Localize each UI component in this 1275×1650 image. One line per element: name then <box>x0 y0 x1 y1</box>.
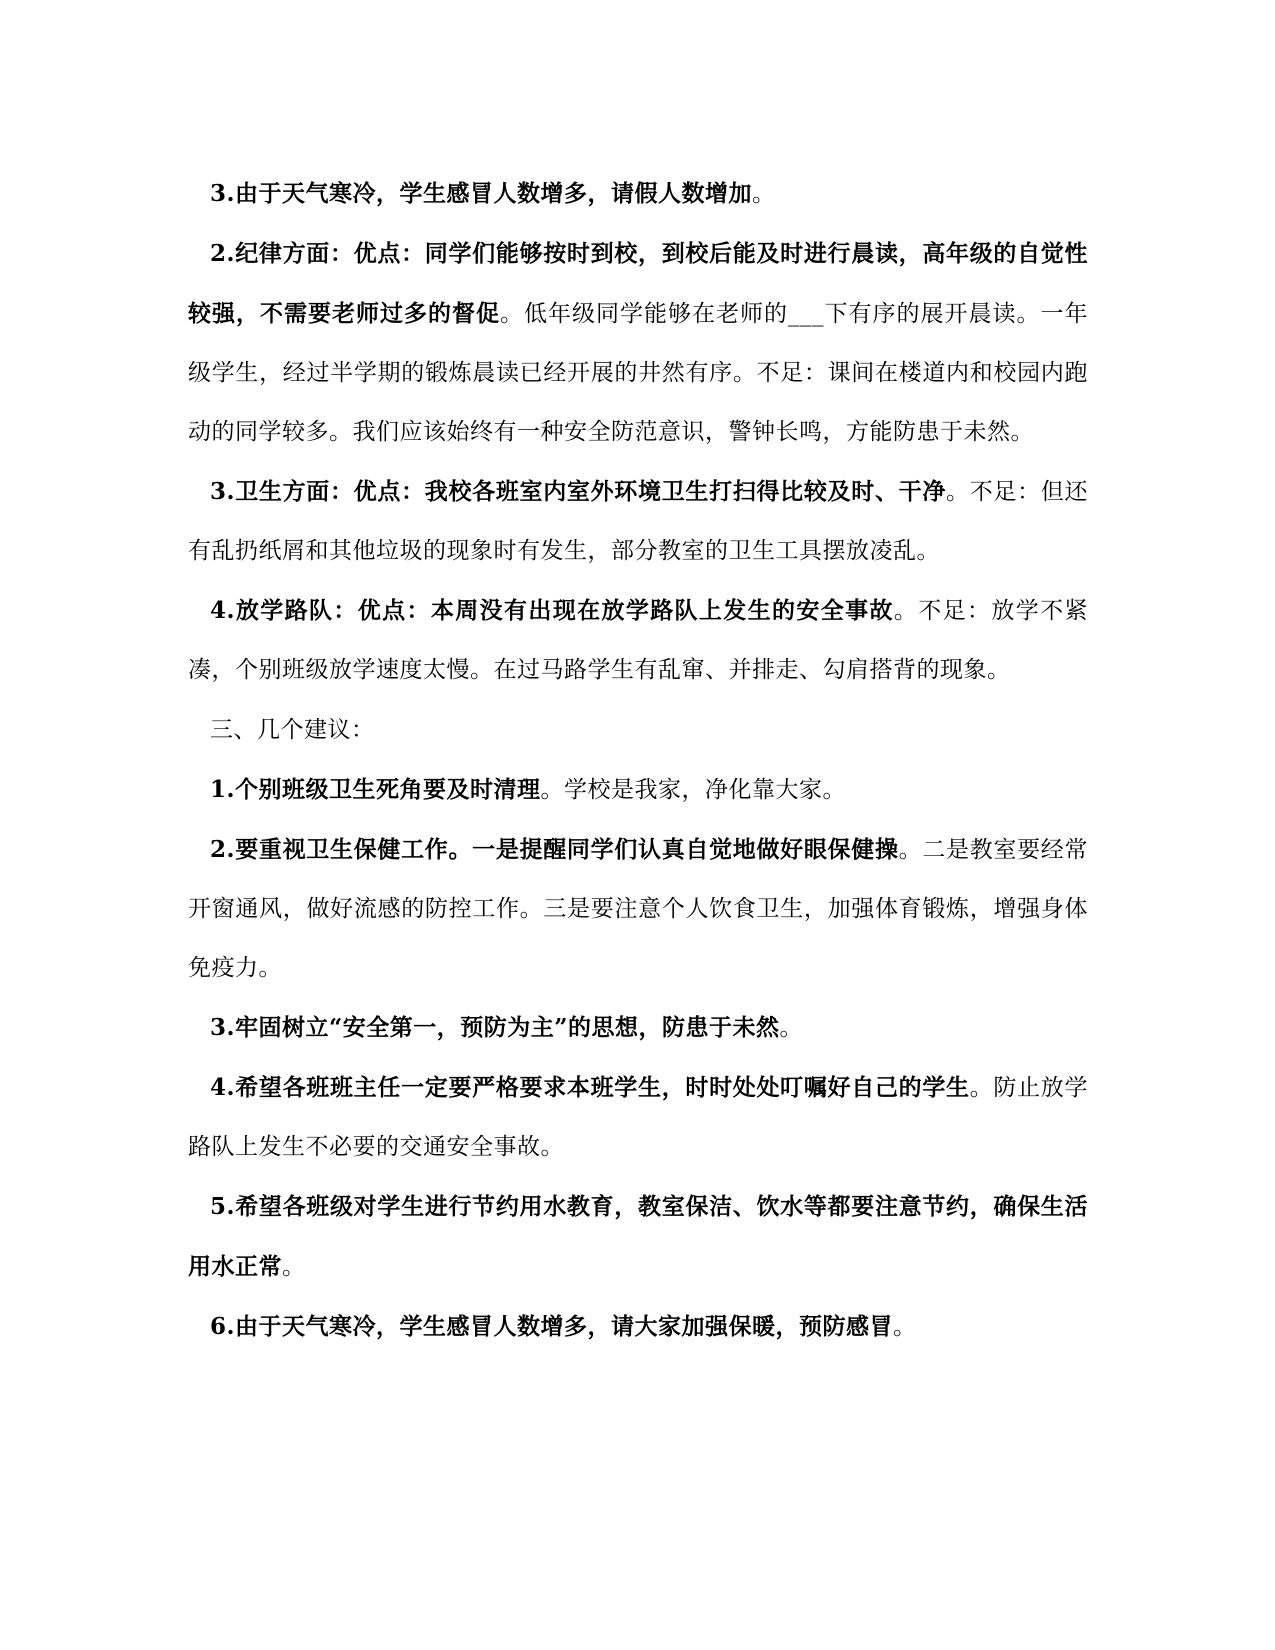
paragraph-text: 。防止放学路队上发生不必要的交通安全事故。 <box>188 1075 1088 1160</box>
suggestion-item-4 <box>188 1058 1088 1177</box>
paragraph-text: 。 <box>282 1254 306 1280</box>
paragraph-bold-text: 3.牢固树立“安全第一，预防为主”的思想，防患于未然 <box>210 1014 780 1041</box>
paragraph-hygiene <box>188 462 1088 581</box>
section-heading-suggestions <box>188 700 1088 760</box>
paragraph-discipline <box>188 224 1088 462</box>
paragraph-text: 三、几个建议： <box>210 717 375 743</box>
paragraph-text: 。低年级同学能够在老师的___下有序的展开晨读。一年级学生，经过半学期的锻炼晨读已经开展的井然有序。不足：课间在楼道内和校园内跑动的同学较多。我们应该始终有一种安全防范意识，警钟长鸣，方能防患于未然。 <box>188 301 1088 445</box>
suggestion-item-1 <box>188 760 1088 820</box>
paragraph-bold-text: 3.由于天气寒冷，学生感冒人数增多，请假人数增加 <box>210 180 753 207</box>
document-body <box>188 164 1088 1357</box>
paragraph-absence-note <box>188 164 1088 224</box>
suggestion-item-2 <box>188 820 1088 998</box>
suggestion-item-5 <box>188 1177 1088 1297</box>
paragraph-text: 。二是教室要经常开窗通风，做好流感的防控工作。三是要注意个人饮食卫生，加强体育锻炼，增强身体免疫力。 <box>188 837 1088 981</box>
paragraph-bold-text: 6.由于天气寒冷，学生感冒人数增多，请大家加强保暖，预防感冒 <box>210 1313 894 1340</box>
paragraph-dismissal-queue <box>188 581 1088 700</box>
paragraph-text: 。 <box>752 181 776 207</box>
paragraph-bold-text: 4.希望各班班主任一定要严格要求本班学生，时时处处叮嘱好自己的学生 <box>210 1074 970 1101</box>
paragraph-bold-text: 1.个别班级卫生死角要及时清理 <box>210 776 541 803</box>
paragraph-text: 。学校是我家，净化靠大家。 <box>540 777 847 803</box>
paragraph-bold-text: 2.纪律方面：优点：同学们能够按时到校，到校后能及时进行晨读，高年级的自觉性较强，不需要老师过多的督促 <box>188 240 1088 327</box>
paragraph-bold-text: 3.卫生方面：优点：我校各班室内室外环境卫生打扫得比较及时、干净 <box>210 478 947 505</box>
paragraph-bold-text: 2.要重视卫生保健工作。一是提醒同学们认真自觉地做好眼保健操 <box>210 836 899 863</box>
paragraph-bold-text: 4.放学路队：优点：本周没有出现在放学路队上发生的安全事故 <box>210 597 894 624</box>
paragraph-text: 。不足：但还有乱扔纸屑和其他垃圾的现象时有发生，部分教室的卫生工具摆放凌乱。 <box>188 479 1089 564</box>
paragraph-text: 。 <box>893 1314 917 1340</box>
paragraph-bold-text: 5.希望各班级对学生进行节约用水教育，教室保洁、饮水等都要注意节约，确保生活用水正常 <box>188 1193 1088 1280</box>
suggestion-item-6 <box>188 1297 1088 1357</box>
paragraph-text: 。不足：放学不紧凑，个别班级放学速度太慢。在过马路学生有乱窜、并排走、勾肩搭背的现象。 <box>188 598 1089 683</box>
paragraph-text: 。 <box>779 1015 803 1041</box>
suggestion-item-3 <box>188 998 1088 1058</box>
